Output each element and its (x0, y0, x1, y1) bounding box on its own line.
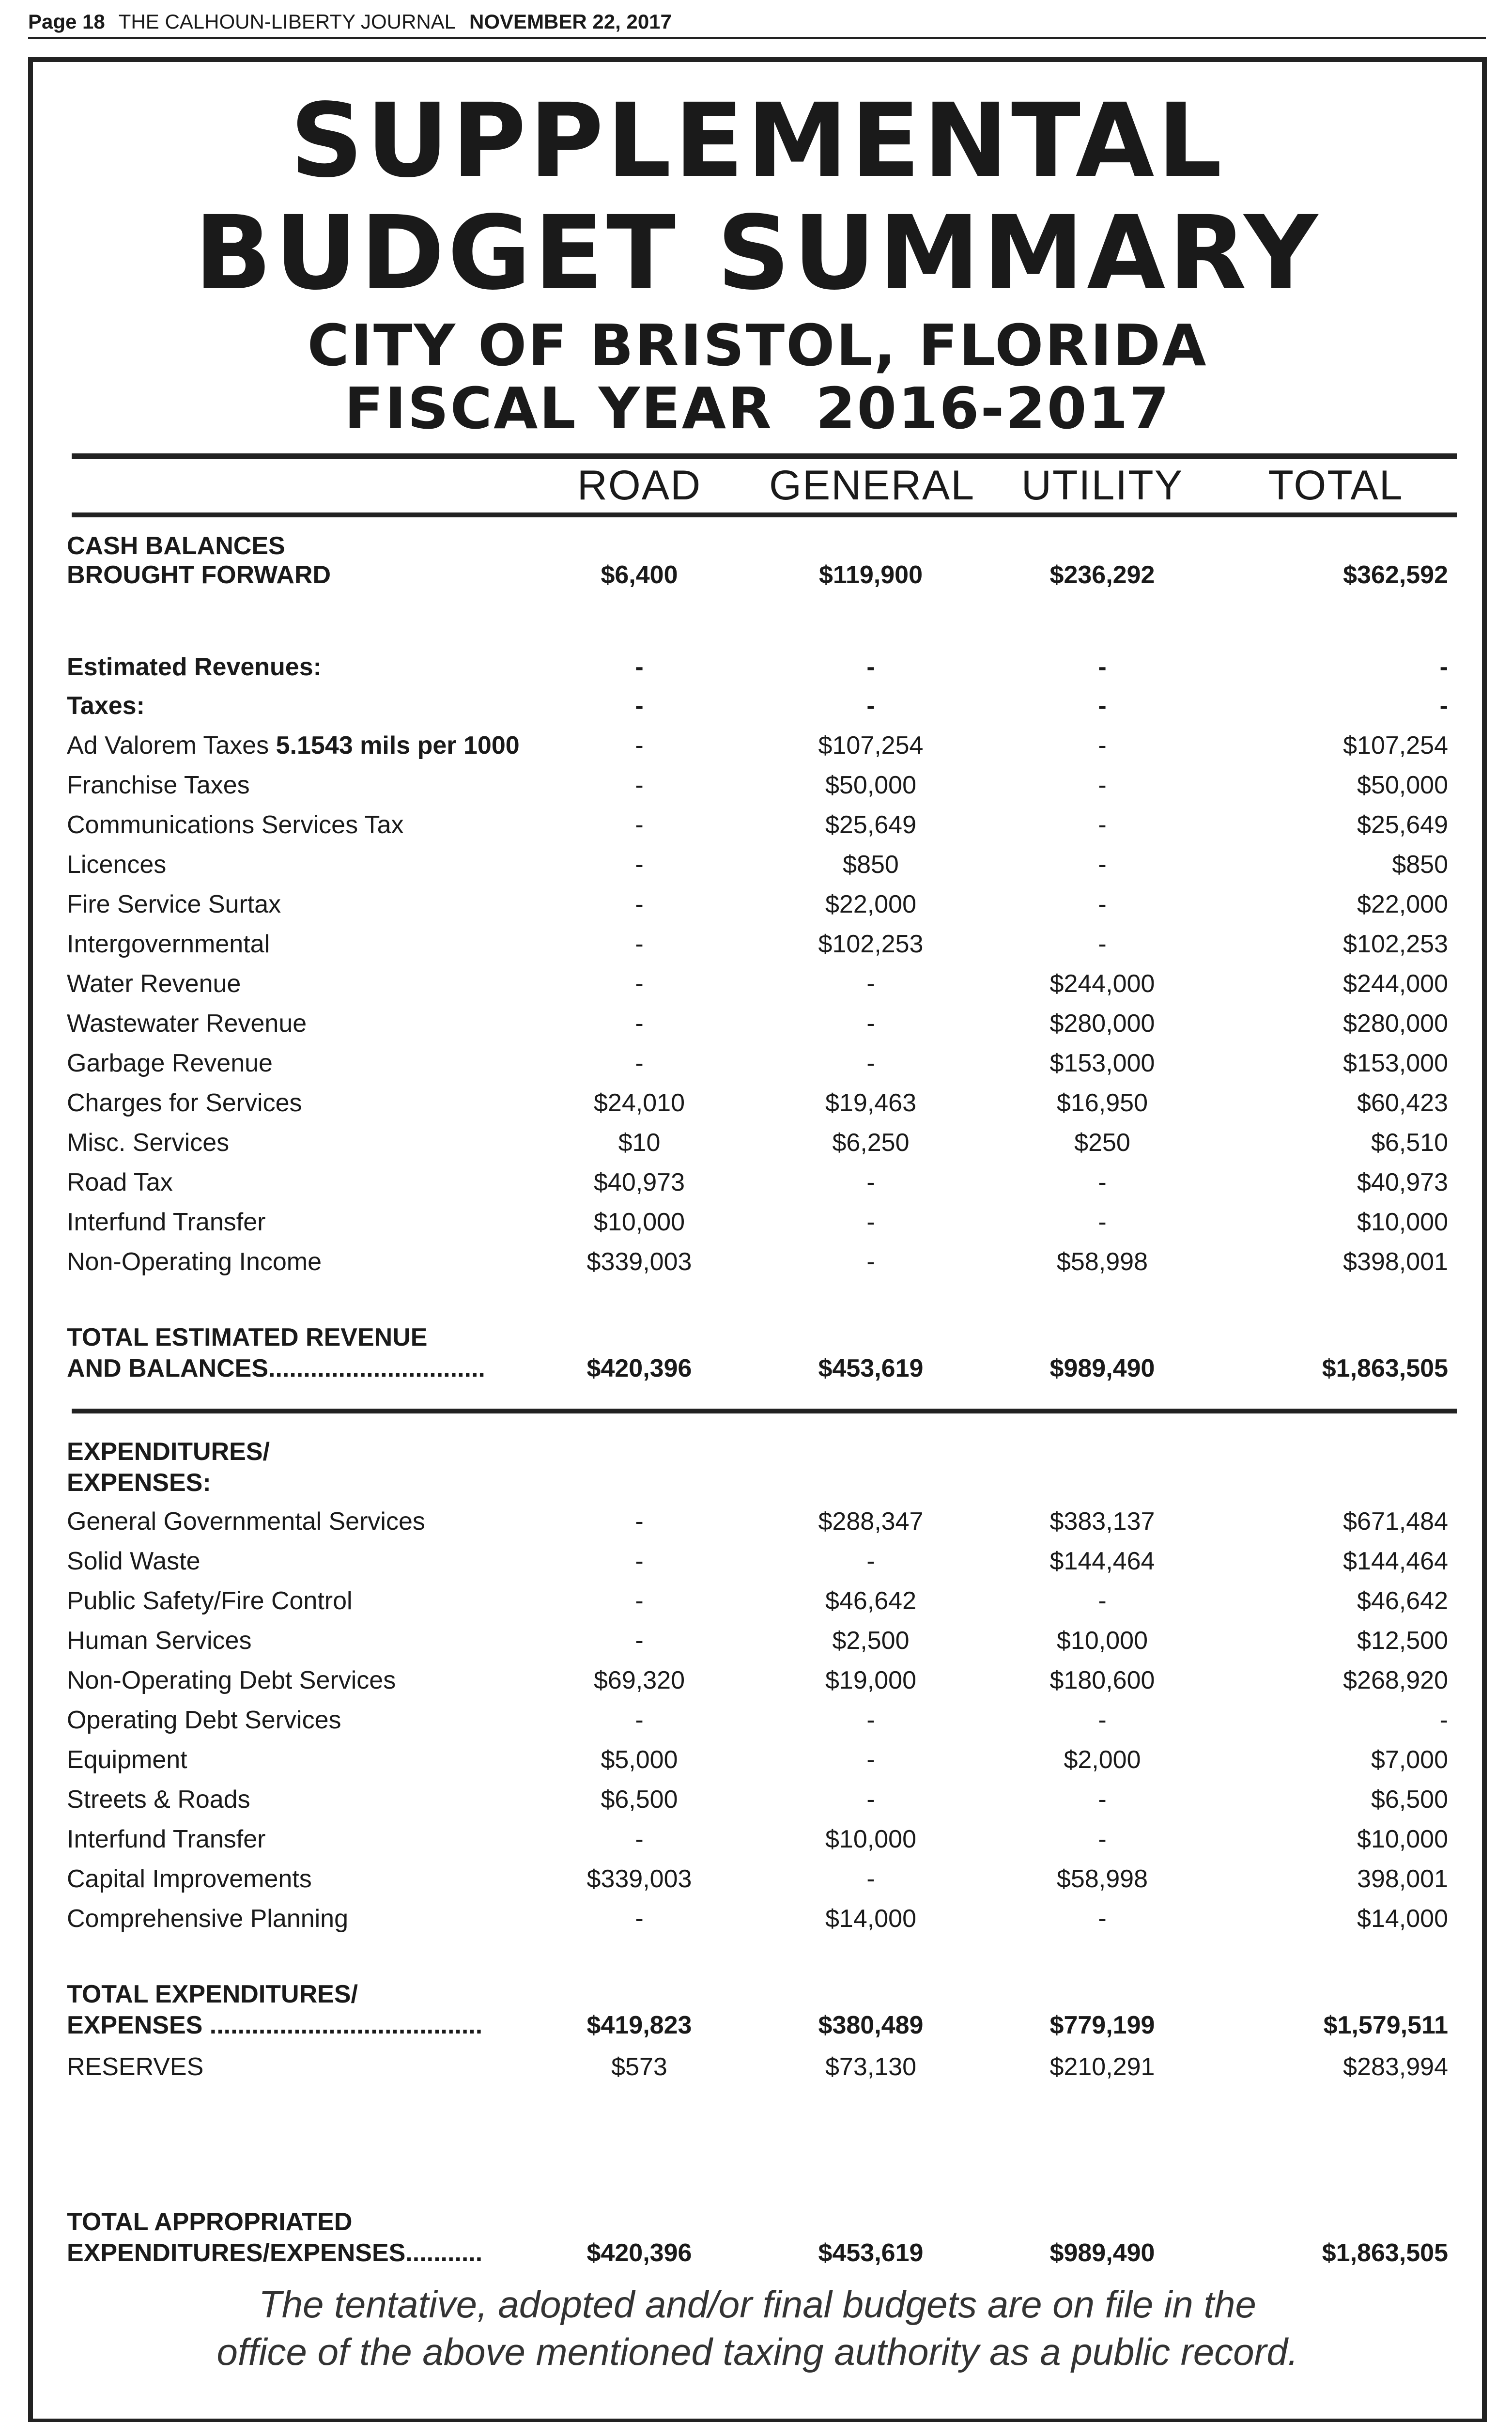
cell-road: - (635, 1587, 644, 1615)
table-row (33, 766, 1482, 804)
cell-road: $339,003 (586, 1248, 692, 1276)
row-label: Ad Valorem Taxes 5.1543 mils per 1000 (67, 731, 520, 760)
cell-road: - (635, 1825, 644, 1853)
cell-road: $24,010 (594, 1089, 685, 1117)
table-row (33, 1084, 1482, 1122)
row-label: EXPENDITURES/EXPENSES........... (67, 2239, 483, 2267)
cell-utility: - (1098, 930, 1107, 958)
cell-utility: $236,292 (1049, 561, 1155, 589)
cell-total: 398,001 (1357, 1865, 1448, 1893)
row-label: EXPENDITURES/ (67, 1438, 270, 1466)
cell-road: - (635, 1049, 644, 1077)
table-row (33, 1542, 1482, 1580)
row-label: Wastewater Revenue (67, 1009, 307, 1038)
table-row (33, 1622, 1482, 1660)
cell-utility: - (1098, 653, 1107, 681)
row-label: Non-Operating Income (67, 1248, 322, 1276)
row-label: Charges for Services (67, 1089, 302, 1117)
cell-general: $102,253 (818, 930, 924, 958)
cell-road: - (635, 851, 644, 879)
cell-total: - (1439, 692, 1448, 720)
table-row (33, 1503, 1482, 1540)
cell-total: $1,863,505 (1322, 2239, 1448, 2267)
cell-total: $283,994 (1343, 2053, 1448, 2081)
cell-general: $380,489 (818, 2011, 924, 2039)
column-header-utility: UTILITY (1021, 462, 1184, 509)
cell-general: $22,000 (825, 890, 916, 918)
row-label: Licences (67, 851, 167, 879)
cell-utility: $779,199 (1049, 2011, 1155, 2039)
cell-general: $850 (843, 851, 899, 879)
cell-utility: $383,137 (1049, 1507, 1155, 1536)
row-label: Intergovernmental (67, 930, 270, 958)
cell-utility: - (1098, 1785, 1107, 1814)
cell-road: - (635, 930, 644, 958)
row-label: Interfund Transfer (67, 1208, 266, 1236)
cell-road: $420,396 (586, 2239, 692, 2267)
row-label: Capital Improvements (67, 1865, 312, 1893)
table-row (33, 687, 1482, 725)
cell-general: - (866, 1547, 875, 1575)
row-label: RESERVES (67, 2053, 204, 2081)
cell-total: $40,973 (1357, 1168, 1448, 1196)
cell-road: - (635, 692, 644, 720)
cell-general: $19,463 (825, 1089, 916, 1117)
budget-subtitle-city: CITY OF BRISTOL, FLORIDA (307, 312, 1208, 379)
cell-utility: $58,998 (1057, 1865, 1148, 1893)
cell-total: $268,920 (1343, 1666, 1448, 1694)
table-row (33, 1900, 1482, 1938)
cell-road: - (635, 653, 644, 681)
table-row (33, 1243, 1482, 1281)
cell-utility: - (1098, 1587, 1107, 1615)
budget-subtitle-year: FISCAL YEAR 2016-2017 (344, 375, 1171, 442)
cell-general: - (866, 970, 875, 998)
cell-road: - (635, 970, 644, 998)
cell-total: $14,000 (1357, 1905, 1448, 1933)
cell-road: - (635, 1507, 644, 1536)
table-row (33, 885, 1482, 923)
row-label: Solid Waste (67, 1547, 201, 1575)
row-label: Road Tax (67, 1168, 173, 1196)
table-row (33, 1661, 1482, 1699)
row-label: Human Services (67, 1627, 252, 1655)
table-row (33, 2234, 1482, 2272)
cell-utility: $10,000 (1057, 1627, 1148, 1655)
row-label: Interfund Transfer (67, 1825, 266, 1853)
cell-road: $6,400 (601, 561, 678, 589)
cell-utility: - (1098, 771, 1107, 799)
cell-road: - (635, 731, 644, 760)
table-row (33, 1860, 1482, 1898)
row-label: BROUGHT FORWARD (67, 561, 331, 589)
table-row (33, 2006, 1482, 2044)
table-row (33, 556, 1482, 594)
row-label: Fire Service Surtax (67, 890, 281, 918)
cell-total: $22,000 (1357, 890, 1448, 918)
row-label: Water Revenue (67, 970, 241, 998)
cell-total: $107,254 (1343, 731, 1448, 760)
cell-road: $40,973 (594, 1168, 685, 1196)
row-label: TOTAL APPROPRIATED (67, 2208, 353, 2236)
cell-general: - (866, 1168, 875, 1196)
cell-utility: $144,464 (1049, 1547, 1155, 1575)
cell-general: - (866, 1049, 875, 1077)
row-label: Operating Debt Services (67, 1706, 341, 1734)
row-label: EXPENSES: (67, 1469, 211, 1497)
cell-general: $453,619 (818, 1354, 924, 1382)
cell-total: $10,000 (1357, 1825, 1448, 1853)
table-row (33, 965, 1482, 1003)
table-row (33, 1124, 1482, 1162)
row-label: Misc. Services (67, 1129, 230, 1157)
table-row (33, 1741, 1482, 1779)
column-header-general: GENERAL (769, 462, 975, 509)
column-header-road: ROAD (577, 462, 702, 509)
cell-total: $850 (1392, 851, 1448, 879)
cell-total: $46,642 (1357, 1587, 1448, 1615)
table-row (33, 1582, 1482, 1620)
row-label: Public Safety/Fire Control (67, 1587, 353, 1615)
budget-note-line2: office of the above mentioned taxing authority as a public record. (216, 2330, 1298, 2373)
cell-total: $280,000 (1343, 1009, 1448, 1038)
cell-total: $6,500 (1371, 1785, 1448, 1814)
cell-general: - (866, 1785, 875, 1814)
cell-general: $119,900 (818, 561, 923, 589)
cell-general: $73,130 (825, 2053, 916, 2081)
cell-total: $153,000 (1343, 1049, 1448, 1077)
table-row (33, 1820, 1482, 1858)
issue-date: NOVEMBER 22, 2017 (469, 10, 672, 33)
cell-utility: - (1098, 851, 1107, 879)
table-row (33, 648, 1482, 686)
budget-summary-box (28, 57, 1487, 2422)
cell-utility: - (1098, 811, 1107, 839)
cell-total: $1,863,505 (1322, 1354, 1448, 1382)
row-label: Garbage Revenue (67, 1049, 273, 1077)
cell-road: - (635, 1009, 644, 1038)
cell-general: - (866, 1865, 875, 1893)
cell-road: - (635, 1905, 644, 1933)
cell-total: $362,592 (1343, 561, 1448, 589)
cell-road: - (635, 1547, 644, 1575)
cell-total: $671,484 (1343, 1507, 1448, 1536)
cell-general: $50,000 (825, 771, 916, 799)
cell-utility: - (1098, 1208, 1107, 1236)
table-row (33, 1044, 1482, 1082)
cell-utility: $989,490 (1049, 1354, 1155, 1382)
cell-utility: - (1098, 1706, 1107, 1734)
budget-title-line2: BUDGET SUMMARY (194, 194, 1321, 312)
table-row (33, 806, 1482, 844)
cell-general: - (866, 1746, 875, 1774)
row-label: Comprehensive Planning (67, 1905, 349, 1933)
row-label: EXPENSES ....................................... (67, 2011, 483, 2039)
cell-general: $107,254 (818, 731, 924, 760)
cell-general: - (866, 1248, 875, 1276)
cell-total: $50,000 (1357, 771, 1448, 799)
table-row (33, 1350, 1482, 1387)
cell-utility: $180,600 (1049, 1666, 1155, 1694)
cell-general: - (866, 1009, 875, 1038)
cell-utility: $16,950 (1057, 1089, 1148, 1117)
column-header-total: TOTAL (1268, 462, 1404, 509)
cell-total: $102,253 (1343, 930, 1448, 958)
table-row (33, 1781, 1482, 1818)
cell-general: $46,642 (825, 1587, 916, 1615)
cell-road: $573 (611, 2053, 667, 2081)
row-label: CASH BALANCES (67, 532, 285, 560)
cell-utility: $250 (1074, 1129, 1130, 1157)
cell-general: - (866, 1208, 875, 1236)
cell-total: $1,579,511 (1323, 2011, 1448, 2039)
cell-road: - (635, 1706, 644, 1734)
table-row (33, 1464, 1482, 1502)
cell-utility: - (1098, 731, 1107, 760)
table-row (33, 1005, 1482, 1042)
cell-road: - (635, 1627, 644, 1655)
cell-total: $12,500 (1357, 1627, 1448, 1655)
cell-road: $419,823 (586, 2011, 692, 2039)
cell-general: $2,500 (832, 1627, 910, 1655)
cell-total: $144,464 (1343, 1547, 1448, 1575)
cell-road: $69,320 (594, 1666, 685, 1694)
cell-total: $244,000 (1343, 970, 1448, 998)
cell-total: $7,000 (1371, 1746, 1448, 1774)
cell-road: $10,000 (594, 1208, 685, 1236)
row-label: Streets & Roads (67, 1785, 250, 1814)
cell-utility: $153,000 (1049, 1049, 1155, 1077)
cell-utility: - (1098, 1825, 1107, 1853)
table-row (33, 1701, 1482, 1739)
cell-road: - (635, 771, 644, 799)
row-label: Estimated Revenues: (67, 653, 322, 681)
page-number: Page 18 (28, 10, 105, 33)
cell-road: $6,500 (601, 1785, 678, 1814)
cell-utility: - (1098, 692, 1107, 720)
cell-road: - (635, 811, 644, 839)
table-row (33, 727, 1482, 764)
cell-utility: $210,291 (1049, 2053, 1155, 2081)
cell-general: $25,649 (825, 811, 916, 839)
row-label: Franchise Taxes (67, 771, 250, 799)
cell-general: $6,250 (832, 1129, 910, 1157)
row-label: Equipment (67, 1746, 187, 1774)
row-label: Communications Services Tax (67, 811, 404, 839)
table-row (33, 1164, 1482, 1201)
table-row (33, 925, 1482, 963)
cell-general: $453,619 (818, 2239, 924, 2267)
cell-total: $6,510 (1371, 1129, 1448, 1157)
cell-utility: $989,490 (1049, 2239, 1155, 2267)
row-label: Taxes: (67, 692, 145, 720)
row-label: TOTAL EXPENDITURES/ (67, 1980, 358, 2008)
page-header (28, 7, 1486, 39)
table-row (33, 1203, 1482, 1241)
cell-utility: $58,998 (1057, 1248, 1148, 1276)
cell-total: $25,649 (1357, 811, 1448, 839)
cell-utility: $280,000 (1049, 1009, 1155, 1038)
cell-road: $5,000 (601, 1746, 678, 1774)
cell-road: - (635, 890, 644, 918)
cell-utility: $244,000 (1049, 970, 1155, 998)
cell-general: - (866, 1706, 875, 1734)
row-label: TOTAL ESTIMATED REVENUE (67, 1323, 428, 1351)
cell-road: $420,396 (586, 1354, 692, 1382)
cell-total: $10,000 (1357, 1208, 1448, 1236)
cell-general: - (866, 692, 875, 720)
cell-total: - (1439, 653, 1448, 681)
header-rule-bottom (72, 512, 1457, 517)
cell-general: $19,000 (825, 1666, 916, 1694)
cell-general: $10,000 (825, 1825, 916, 1853)
newspaper-name: THE CALHOUN-LIBERTY JOURNAL (118, 10, 456, 33)
cell-general: $14,000 (825, 1905, 916, 1933)
cell-utility: $2,000 (1064, 1746, 1141, 1774)
cell-total: $398,001 (1343, 1248, 1448, 1276)
cell-general: - (866, 653, 875, 681)
cell-utility: - (1098, 890, 1107, 918)
cell-utility: - (1098, 1168, 1107, 1196)
cell-general: $288,347 (818, 1507, 924, 1536)
section-rule (72, 1409, 1457, 1413)
table-row (33, 2048, 1482, 2086)
cell-total: - (1439, 1706, 1448, 1734)
cell-road: $339,003 (586, 1865, 692, 1893)
cell-total: $60,423 (1357, 1089, 1448, 1117)
table-row (33, 846, 1482, 884)
cell-road: $10 (618, 1129, 661, 1157)
row-label: AND BALANCES............................... (67, 1354, 485, 1382)
row-label: General Governmental Services (67, 1507, 425, 1536)
row-label: Non-Operating Debt Services (67, 1666, 396, 1694)
cell-utility: - (1098, 1905, 1107, 1933)
budget-note-line1: The tentative, adopted and/or final budgets are on file in the (259, 2283, 1256, 2326)
budget-title-line1: SUPPLEMENTAL (290, 81, 1225, 200)
